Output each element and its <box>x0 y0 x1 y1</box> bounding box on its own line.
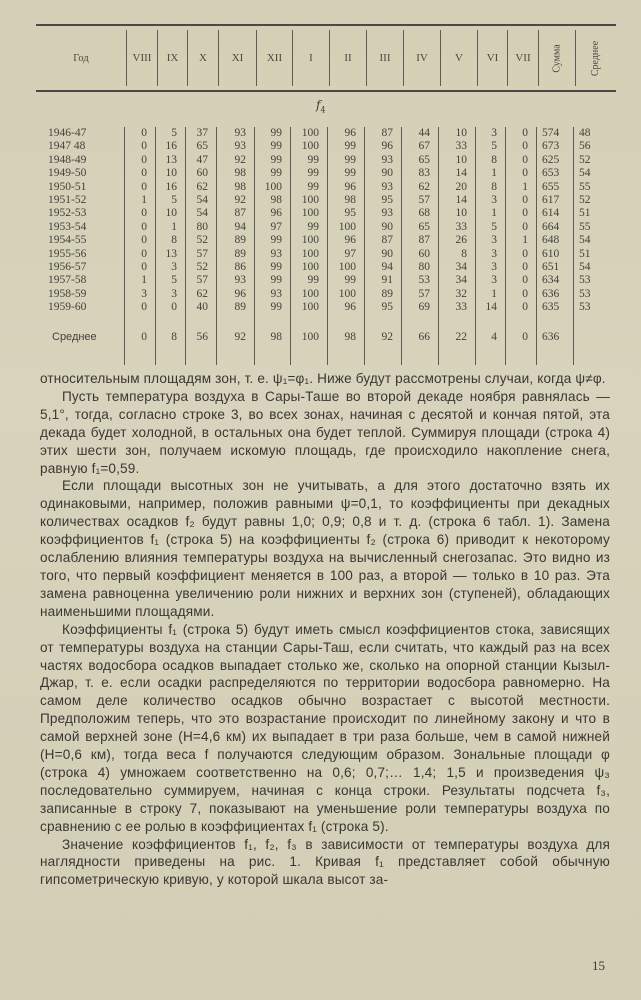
value-cell: 89 <box>234 247 246 260</box>
value-cell: 634 <box>542 274 560 287</box>
value-cell: 33 <box>455 301 467 314</box>
value-cell: 98 <box>344 331 356 343</box>
header-month <box>329 30 366 86</box>
value-cell: 95 <box>344 207 356 220</box>
table-row <box>36 221 616 234</box>
value-cell: 99 <box>307 167 319 180</box>
value-cell: 53 <box>579 274 591 287</box>
value-cell: 54 <box>196 207 208 220</box>
value-cell: 5 <box>171 274 177 287</box>
year-cell: 1947 48 <box>48 140 86 153</box>
value-cell: 0 <box>522 331 528 343</box>
value-cell: 0 <box>522 247 528 260</box>
value-cell: 1 <box>491 167 497 180</box>
value-cell: 65 <box>196 140 208 153</box>
value-cell: 90 <box>381 220 393 233</box>
header-month <box>157 30 187 86</box>
header-month <box>126 30 157 86</box>
value-cell: 54 <box>579 167 591 180</box>
value-cell: 3 <box>491 127 497 139</box>
header-label: XII <box>266 52 283 64</box>
value-cell: 65 <box>418 153 430 166</box>
year-cell: 1958-59 <box>48 287 87 300</box>
value-cell: 94 <box>381 261 393 273</box>
paragraph: Коэффициенты f₁ (строка 5) будут иметь смысл коэффициентов стока, зависящих от температуры воздуха на станции Сары-Таш, если считать, что каждый раз на всех частях водосбора осадков выпадает столько же, сколько на опорной станции Кызыл-Джар, т. е. если осадки распределяются по территории водосбора равномерно. На самом деле количество осадков обычно возрастает с высотой местности. Предположим теперь, что это возрастание происходит по линейному закону и что в самой верхней зоне (H=4,6 км) их выпадает в три раза больше, чем в самой нижней (H=0,6 км), тогда веса f получаются следующим образом. Зональные площади φ (строка 4) умножаем соответственно на 0,6; 0,7;… 1,4; 1,5 и произведения ψ₃ последовательно суммируем, начиная с конца строки. Результаты подсчета f₃, записанные в строку 7, показывают на уменьшение роли температуры воздуха по сравнению с ее ролью в коэффициентах f₁ (строка 5). <box>40 621 610 834</box>
value-cell: 636 <box>542 331 560 343</box>
value-cell: 57 <box>418 194 430 206</box>
header-month <box>187 30 218 86</box>
value-cell: 8 <box>171 234 177 247</box>
value-cell: 95 <box>381 194 393 206</box>
value-cell: 33 <box>455 220 467 233</box>
header-month <box>218 30 256 86</box>
value-cell: 3 <box>171 287 177 300</box>
header-label: IV <box>416 52 428 64</box>
header-month <box>440 30 477 86</box>
value-cell: 99 <box>307 153 319 166</box>
paragraph: Значение коэффициентов f₁, f₂, f₃ в зависимости от температуры воздуха для наглядности приведены на рис. 1. Кривая f₁ представляет собой обычную гипсометрическую кривую, у которой шкала высот за- <box>40 836 610 888</box>
table-row <box>36 181 616 194</box>
value-cell: 673 <box>542 140 560 153</box>
value-cell: 56 <box>579 140 591 153</box>
value-cell: 67 <box>418 140 430 153</box>
table-row <box>36 207 616 220</box>
value-cell: 655 <box>542 180 560 193</box>
header-month <box>366 30 403 86</box>
value-cell: 97 <box>270 220 282 233</box>
value-cell: 52 <box>196 261 208 273</box>
value-cell: 0 <box>141 234 147 247</box>
value-cell: 0 <box>522 127 528 139</box>
value-cell: 53 <box>418 274 430 287</box>
value-cell: 0 <box>141 207 147 220</box>
value-cell: 99 <box>270 234 282 247</box>
value-cell: 0 <box>141 261 147 273</box>
value-cell: 0 <box>141 220 147 233</box>
value-cell: 100 <box>301 207 319 220</box>
value-cell: 96 <box>270 207 282 220</box>
value-cell: 34 <box>455 261 467 273</box>
value-cell: 80 <box>196 220 208 233</box>
value-cell: 99 <box>307 180 319 193</box>
value-cell: 51 <box>579 207 591 220</box>
header-year <box>36 30 126 86</box>
header-label: Сумма <box>551 43 563 73</box>
value-cell: 22 <box>455 331 467 343</box>
value-cell: 100 <box>338 261 356 273</box>
value-cell: 99 <box>270 261 282 273</box>
value-cell: 0 <box>522 301 528 314</box>
value-cell: 10 <box>165 167 177 180</box>
header-month <box>507 30 538 86</box>
value-cell: 3 <box>491 247 497 260</box>
year-cell: 1951-52 <box>48 194 87 206</box>
value-cell: 44 <box>418 127 430 139</box>
value-cell: 100 <box>301 331 319 343</box>
value-cell: 3 <box>491 261 497 273</box>
body-text <box>40 370 610 889</box>
table-row <box>36 234 616 247</box>
value-cell: 14 <box>455 167 467 180</box>
header-mean <box>575 30 615 86</box>
value-cell: 57 <box>196 247 208 260</box>
value-cell: 1 <box>171 220 177 233</box>
header-label: VII <box>515 52 531 64</box>
year-cell: 1949-50 <box>48 167 87 180</box>
value-cell: 54 <box>579 261 591 273</box>
value-cell: 52 <box>579 194 591 206</box>
value-cell: 100 <box>301 194 319 206</box>
value-cell: 33 <box>455 140 467 153</box>
table-row <box>36 288 616 301</box>
value-cell: 1 <box>522 180 528 193</box>
value-cell: 53 <box>579 287 591 300</box>
value-cell: 0 <box>141 140 147 153</box>
value-cell: 86 <box>234 261 246 273</box>
value-cell: 5 <box>491 140 497 153</box>
value-cell: 0 <box>171 301 177 314</box>
value-cell: 0 <box>522 153 528 166</box>
table-row <box>36 248 616 261</box>
value-cell: 100 <box>301 301 319 314</box>
value-cell: 8 <box>171 331 177 343</box>
value-cell: 16 <box>165 140 177 153</box>
value-cell: 0 <box>141 167 147 180</box>
value-cell: 574 <box>542 127 560 139</box>
value-cell: 52 <box>579 153 591 166</box>
year-cell: 1946-47 <box>48 127 87 139</box>
value-cell: 57 <box>418 287 430 300</box>
header-label: XI <box>231 52 244 64</box>
year-cell: 1955-56 <box>48 247 87 260</box>
table-row <box>36 140 616 153</box>
value-cell: 99 <box>344 274 356 287</box>
value-cell: 89 <box>381 287 393 300</box>
value-cell: 26 <box>455 234 467 247</box>
value-cell: 0 <box>522 220 528 233</box>
value-cell: 52 <box>196 234 208 247</box>
value-cell: 0 <box>522 194 528 206</box>
value-cell: 8 <box>491 180 497 193</box>
value-cell: 3 <box>491 274 497 287</box>
value-cell: 99 <box>270 167 282 180</box>
value-cell: 87 <box>234 207 246 220</box>
value-cell: 68 <box>418 207 430 220</box>
paragraph: Пусть температура воздуха в Сары-Таше во второй декаде ноября равнялась —5,1°, тогда, согласно строке 3, во всех зонах, начиная с десятой и кончая пятой, эта декада будет холодной, в остальных она будет теплой. Суммируя площади (строка 4) этих шести зон, получаем искомую площадь, где происходило накопление снега, равную f₁=0,59. <box>40 388 610 476</box>
table-header <box>36 24 616 92</box>
year-cell: 1950-51 <box>48 180 87 193</box>
value-cell: 0 <box>141 180 147 193</box>
value-cell: 13 <box>165 247 177 260</box>
table-row <box>36 301 616 314</box>
header-sum <box>538 30 575 86</box>
table-row <box>36 154 616 167</box>
value-cell: 100 <box>301 287 319 300</box>
value-cell: 93 <box>381 153 393 166</box>
value-cell: 3 <box>491 234 497 247</box>
value-cell: 96 <box>234 287 246 300</box>
value-cell: 14 <box>485 301 497 314</box>
value-cell: 95 <box>381 301 393 314</box>
table-row <box>36 261 616 274</box>
year-cell: 1957-58 <box>48 274 87 287</box>
value-cell: 98 <box>270 331 282 343</box>
value-cell: 0 <box>141 153 147 166</box>
table-row <box>36 274 616 287</box>
table-row <box>36 167 616 180</box>
header-label: V <box>455 52 463 64</box>
value-cell: 47 <box>196 153 208 166</box>
value-cell: 3 <box>491 194 497 206</box>
value-cell: 10 <box>165 207 177 220</box>
year-cell: 1952-53 <box>48 207 87 220</box>
year-cell: Среднее <box>52 331 97 343</box>
value-cell: 66 <box>418 331 430 343</box>
value-cell: 55 <box>579 180 591 193</box>
value-cell: 96 <box>344 180 356 193</box>
value-cell: 87 <box>381 127 393 139</box>
value-cell: 614 <box>542 207 560 220</box>
header-label: I <box>309 52 313 64</box>
table-row <box>36 127 616 140</box>
value-cell: 4 <box>491 331 497 343</box>
table-row <box>36 194 616 207</box>
value-cell: 1 <box>522 234 528 247</box>
value-cell: 100 <box>301 234 319 247</box>
value-cell: 100 <box>338 287 356 300</box>
paragraph: относительным площадям зон, т. е. ψ₁=φ₁. Ниже будут рассмотрены случаи, когда ψ≠φ. <box>40 371 606 386</box>
value-cell: 5 <box>491 220 497 233</box>
value-cell: 5 <box>171 127 177 139</box>
header-label: II <box>344 52 352 64</box>
year-cell: 1956-57 <box>48 261 87 273</box>
value-cell: 13 <box>165 153 177 166</box>
value-cell: 0 <box>522 261 528 273</box>
value-cell: 0 <box>522 274 528 287</box>
header-label: IX <box>166 52 179 64</box>
average-row <box>36 331 616 344</box>
header-label: VIII <box>132 52 152 64</box>
value-cell: 617 <box>542 194 560 206</box>
value-cell: 92 <box>234 331 246 343</box>
value-cell: 636 <box>542 287 560 300</box>
value-cell: 60 <box>418 247 430 260</box>
value-cell: 96 <box>344 301 356 314</box>
value-cell: 57 <box>196 274 208 287</box>
paragraph: Если площади высотных зон не учитывать, а для этого достаточно взять их одинаковыми, например, положив равными ψ=0,1, то коэффициенты при декадных количествах осадков f₂ будут равны 1,0; 0,9; 0,8 и т. д. (строка 6 табл. 1). Замена коэффициентов f₁ (строка 5) на коэффициенты f₂ (строка 6) приводит к некоторому ослаблению влияния температуры воздуха на вычисленный снегозапас. Это видно из того, что первый коэффициент меняется в 100 раз, а второй — только в 10 раз. Эта замена равноценна увеличению роли нижних и верхних зон (ступеней), обладающих наименьшими площадями. <box>40 478 610 619</box>
year-cell: 1954-55 <box>48 234 87 247</box>
header-month <box>292 30 329 86</box>
header-label: X <box>199 52 207 64</box>
value-cell: 98 <box>270 194 282 206</box>
value-cell: 80 <box>418 261 430 273</box>
value-cell: 32 <box>455 287 467 300</box>
value-cell: 53 <box>579 301 591 314</box>
year-cell: 1959-60 <box>48 301 87 314</box>
value-cell: 635 <box>542 301 560 314</box>
table-body <box>36 127 616 365</box>
value-cell: 62 <box>418 180 430 193</box>
value-cell: 62 <box>196 180 208 193</box>
value-cell: 60 <box>196 167 208 180</box>
value-cell: 10 <box>455 127 467 139</box>
value-cell: 3 <box>141 287 147 300</box>
value-cell: 100 <box>301 261 319 273</box>
value-cell: 34 <box>455 274 467 287</box>
value-cell: 56 <box>196 331 208 343</box>
section-label-subscript: 4 <box>320 105 326 115</box>
value-cell: 96 <box>344 127 356 139</box>
value-cell: 93 <box>234 274 246 287</box>
header-label: VI <box>486 52 499 64</box>
value-cell: 100 <box>301 127 319 139</box>
value-cell: 0 <box>522 167 528 180</box>
value-cell: 10 <box>455 153 467 166</box>
value-cell: 99 <box>270 301 282 314</box>
header-month <box>256 30 292 86</box>
value-cell: 87 <box>418 234 430 247</box>
value-cell: 610 <box>542 247 560 260</box>
value-cell: 65 <box>418 220 430 233</box>
value-cell: 83 <box>418 167 430 180</box>
value-cell: 1 <box>141 194 147 206</box>
value-cell: 37 <box>196 127 208 139</box>
value-cell: 93 <box>270 247 282 260</box>
value-cell: 55 <box>579 220 591 233</box>
value-cell: 98 <box>344 194 356 206</box>
value-cell: 92 <box>234 153 246 166</box>
section-label-letter: f <box>316 98 321 112</box>
value-cell: 99 <box>344 153 356 166</box>
value-cell: 96 <box>344 234 356 247</box>
value-cell: 0 <box>522 140 528 153</box>
value-cell: 94 <box>234 220 246 233</box>
value-cell: 100 <box>338 220 356 233</box>
value-cell: 93 <box>381 207 393 220</box>
value-cell: 97 <box>344 247 356 260</box>
value-cell: 93 <box>381 180 393 193</box>
value-cell: 0 <box>522 287 528 300</box>
value-cell: 1 <box>141 274 147 287</box>
value-cell: 1 <box>491 207 497 220</box>
value-cell: 93 <box>270 287 282 300</box>
value-cell: 92 <box>381 331 393 343</box>
value-cell: 8 <box>491 153 497 166</box>
value-cell: 0 <box>141 301 147 314</box>
value-cell: 48 <box>579 127 591 139</box>
value-cell: 1 <box>491 287 497 300</box>
value-cell: 62 <box>196 287 208 300</box>
value-cell: 0 <box>522 207 528 220</box>
header-label: III <box>379 52 391 64</box>
value-cell: 0 <box>141 247 147 260</box>
value-cell: 100 <box>264 180 282 193</box>
value-cell: 93 <box>234 140 246 153</box>
value-cell: 653 <box>542 167 560 180</box>
value-cell: 90 <box>381 247 393 260</box>
value-cell: 664 <box>542 220 560 233</box>
value-cell: 89 <box>234 234 246 247</box>
value-cell: 0 <box>141 331 147 343</box>
value-cell: 98 <box>234 167 246 180</box>
value-cell: 99 <box>270 274 282 287</box>
header-month <box>477 30 507 86</box>
value-cell: 99 <box>270 153 282 166</box>
value-cell: 99 <box>270 140 282 153</box>
header-label: Год <box>73 52 89 64</box>
value-cell: 98 <box>234 180 246 193</box>
value-cell: 100 <box>301 140 319 153</box>
section-label-f4 <box>316 98 326 114</box>
value-cell: 625 <box>542 153 560 166</box>
value-cell: 8 <box>461 247 467 260</box>
value-cell: 92 <box>234 194 246 206</box>
value-cell: 99 <box>344 140 356 153</box>
value-cell: 69 <box>418 301 430 314</box>
value-cell: 51 <box>579 247 591 260</box>
value-cell: 99 <box>307 220 319 233</box>
value-cell: 99 <box>307 274 319 287</box>
value-cell: 648 <box>542 234 560 247</box>
value-cell: 0 <box>141 127 147 139</box>
year-cell: 1948-49 <box>48 153 87 166</box>
value-cell: 93 <box>234 127 246 139</box>
header-month <box>403 30 440 86</box>
value-cell: 54 <box>196 194 208 206</box>
value-cell: 14 <box>455 194 467 206</box>
value-cell: 96 <box>381 140 393 153</box>
value-cell: 99 <box>344 167 356 180</box>
value-cell: 10 <box>455 207 467 220</box>
value-cell: 3 <box>171 261 177 273</box>
value-cell: 651 <box>542 261 560 273</box>
value-cell: 40 <box>196 301 208 314</box>
value-cell: 90 <box>381 167 393 180</box>
value-cell: 89 <box>234 301 246 314</box>
value-cell: 99 <box>270 127 282 139</box>
value-cell: 20 <box>455 180 467 193</box>
value-cell: 87 <box>381 234 393 247</box>
value-cell: 16 <box>165 180 177 193</box>
header-label: Среднее <box>589 40 601 76</box>
value-cell: 5 <box>171 194 177 206</box>
value-cell: 54 <box>579 234 591 247</box>
value-cell: 100 <box>301 247 319 260</box>
page-number: 15 <box>592 958 605 973</box>
value-cell: 91 <box>381 274 393 287</box>
year-cell: 1953-54 <box>48 220 87 233</box>
